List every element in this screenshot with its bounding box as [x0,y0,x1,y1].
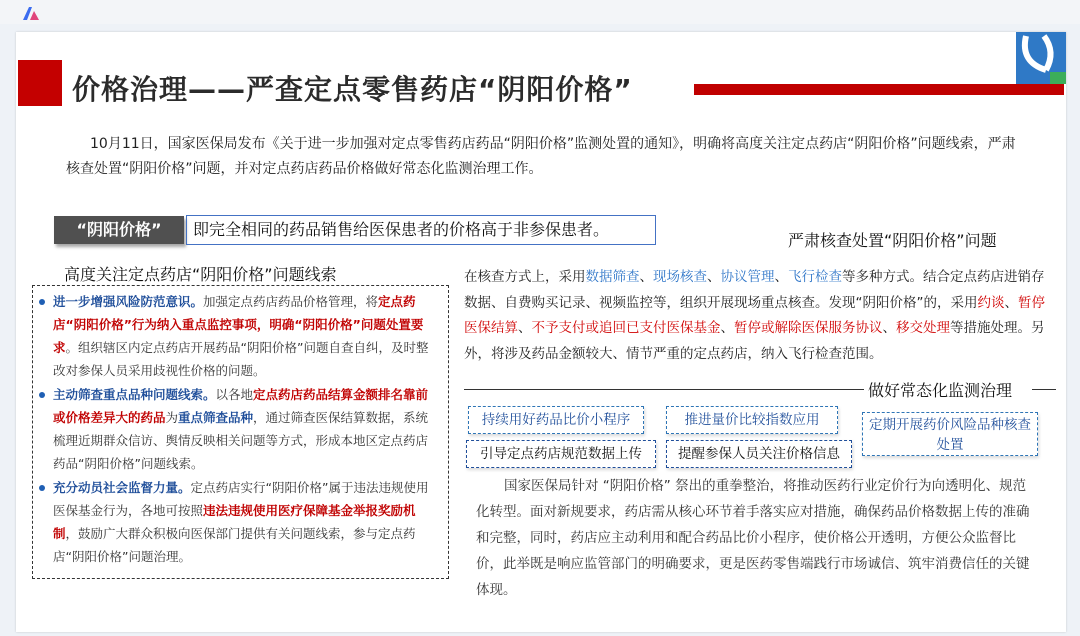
bullet-icon [39,485,45,491]
left-section-heading: 高度关注定点药店“阴阳价格”问题线索 [64,265,337,284]
section-divider [464,389,864,390]
app-toolbar [0,0,1080,24]
measure-keyword: 暂停或解除医保服务协议 [734,320,883,336]
definition-text: 即完全相同的药品销售给医保患者的价格高于非参保患者。 [186,215,656,245]
brand-logo-icon [1016,32,1066,84]
title-accent-square [18,60,62,106]
measure-box-price-index: 推进量价比较指数应用 [666,406,838,434]
slide [16,32,1066,632]
method-keyword: 现场核查 [653,269,707,285]
bullet-icon [39,392,45,398]
list-item: 主动筛查重点品种问题线索。以各地定点药店药品结算金额排名靠前或价格差异大的药品为重点筛查品种，通过筛查医保结算数据，系统梳理近期群众信访、舆情反映相关问题等方式，形成本地区定点药店药品“阴阳价格”问题线索。 [53,383,440,475]
measure-box-price-info: 提醒参保人员关注价格信息 [666,440,852,468]
intro-paragraph: 10月11日，国家医保局发布《关于进一步加强对定点零售药店药品“阴阳价格”监测处置的通知》，明确将高度关注定点药店“阴阳价格”问题线索，严肃核查处置“阴阳价格”问题，并对定点药店药品价格做好常态化监测治理工作。 [66,136,1016,177]
measure-keyword: 暂停医保结算 [464,294,1045,336]
measure-keyword: 不予支付或追回已支付医保基金 [531,320,721,336]
monitor-section-heading: 做好常态化监测治理 [868,381,1013,400]
page-title: 价格治理——严查定点零售药店“阴阳价格” [72,73,633,106]
measure-keyword: 移交处理 [896,320,950,336]
method-keyword: 协议管理 [720,269,775,285]
measure-box-price-compare-miniprogram: 持续用好药品比价小程序 [468,406,644,434]
title-accent-bar [694,84,1064,95]
section-divider [1032,389,1056,390]
measure-box-risk-verification: 定期开展药价风险品种核查处置 [862,412,1038,456]
measure-box-data-upload: 引导定点药店规范数据上传 [466,440,656,468]
list-item: 充分动员社会监督力量。定点药店实行“阴阳价格”属于违法违规使用医保基金行为，各地可按照违法违规使用医疗保障基金举报奖励机制，鼓励广大群众积极向医保部门提供有关问题线索，参与定点药店“阴阳价格”问题治理。 [53,476,440,568]
measure-keyword: 约谈 [977,294,1005,311]
right-section-heading: 严肃核查处置“阴阳价格”问题 [788,231,997,250]
list-item: 进一步增强风险防范意识。加强定点药店药品价格管理，将定点药店“阴阳价格”行为纳入重点监控事项，明确“阴阳价格”问题处置要求。组织辖区内定点药店开展药品“阴阳价格”问题自查自纠，及时整改对参保人员采用歧视性价格的问题。 [53,290,440,382]
bullet-icon [39,299,45,305]
conclusion-paragraph: 国家医保局针对 “阴阳价格” 祭出的重拳整治，将推动医药行业定价行为向透明化、规范化转型。面对新规要求，药店需从核心环节着手落实应对措施，确保药品价格数据上传的准确和完整，同时，药店应主动利用和配合药品比价小程序，使价格公开透明，方便公众监督比价，此举既是响应监管部门的明确要求，更是医药零售端践行市场诚信、筑牢消费信任的关键体现。 [476,478,1030,598]
clue-list-box [32,285,449,579]
method-keyword: 数据筛查 [585,269,640,285]
app-logo-icon[interactable] [20,4,42,22]
verification-paragraph: 在核查方式上，采用数据筛查、现场核查、协议管理、飞行检查等多种方式。结合定点药店进销存数据、自费购买记录、视频监控等，组织开展现场重点核查。发现“阴阳价格”的，采用约谈、暂停医保结算、不予支付或追回已支付医保基金、暂停或解除医保服务协议、移交处理等措施处理。另外，将涉及药品金额较大、情节严重的定点药店，纳入飞行检查范围。 [464,269,1045,362]
definition-label: “阴阳价格” [54,216,184,244]
method-keyword: 飞行检查 [788,269,842,285]
